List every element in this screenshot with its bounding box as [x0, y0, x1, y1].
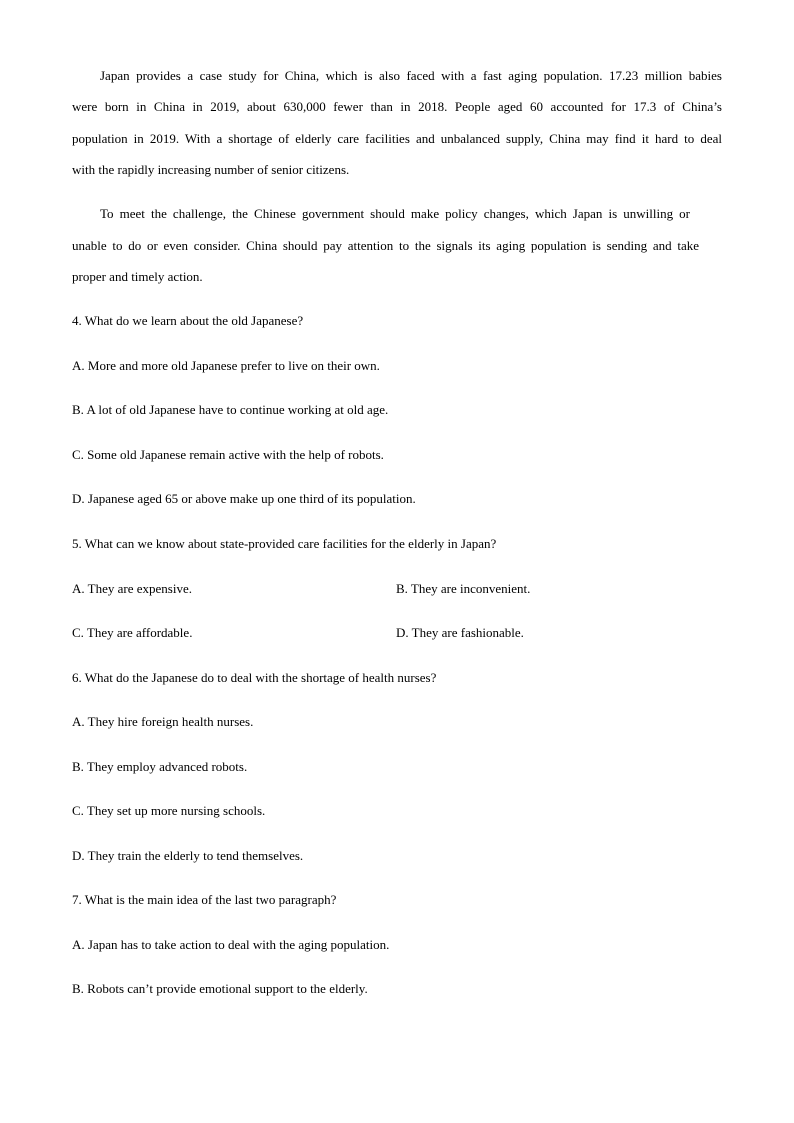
paragraph-line: To meet the challenge, the Chinese government should make policy changes, which Japan is unwilling or	[100, 206, 690, 221]
option-a: A. They are expensive.	[72, 581, 192, 596]
option-b: B. A lot of old Japanese have to continue working at old age.	[72, 402, 389, 417]
option-a: A. They hire foreign health nurses.	[72, 714, 254, 729]
question-stem: 6. What do the Japanese do to deal with the shortage of health nurses?	[72, 670, 437, 685]
option-b: B. They employ advanced robots.	[72, 759, 248, 774]
question-stem: 5. What can we know about state-provided care facilities for the elderly in Japan?	[72, 536, 497, 551]
option-d: D. They are fashionable.	[396, 625, 524, 640]
paragraph-line: unable to do or even consider. China should pay attention to the signals its aging population is sending and take	[72, 238, 699, 253]
option-a: A. Japan has to take action to deal with the aging population.	[72, 937, 390, 952]
option-d: D. Japanese aged 65 or above make up one third of its population.	[72, 491, 416, 506]
option-a: A. More and more old Japanese prefer to live on their own.	[72, 358, 380, 373]
paragraph-line: proper and timely action.	[72, 269, 203, 284]
question-stem: 4. What do we learn about the old Japanese?	[72, 313, 304, 328]
paragraph-line: with the rapidly increasing number of senior citizens.	[72, 162, 350, 177]
paragraph-line: Japan provides a case study for China, which is also faced with a fast aging population. 17.23 million babies	[100, 68, 722, 83]
option-c: C. They set up more nursing schools.	[72, 803, 266, 818]
option-d: D. They train the elderly to tend themselves.	[72, 848, 304, 863]
question-stem: 7. What is the main idea of the last two paragraph?	[72, 892, 337, 907]
option-b: B. Robots can’t provide emotional support to the elderly.	[72, 981, 368, 996]
option-c: C. Some old Japanese remain active with the help of robots.	[72, 447, 384, 462]
paragraph-line: population in 2019. With a shortage of elderly care facilities and unbalanced supply, China may find it hard to deal	[72, 131, 722, 146]
paragraph-line: were born in China in 2019, about 630,000 fewer than in 2018. People aged 60 accounted for 17.3 of China’s	[72, 99, 722, 114]
option-b: B. They are inconvenient.	[396, 581, 531, 596]
option-c: C. They are affordable.	[72, 625, 193, 640]
